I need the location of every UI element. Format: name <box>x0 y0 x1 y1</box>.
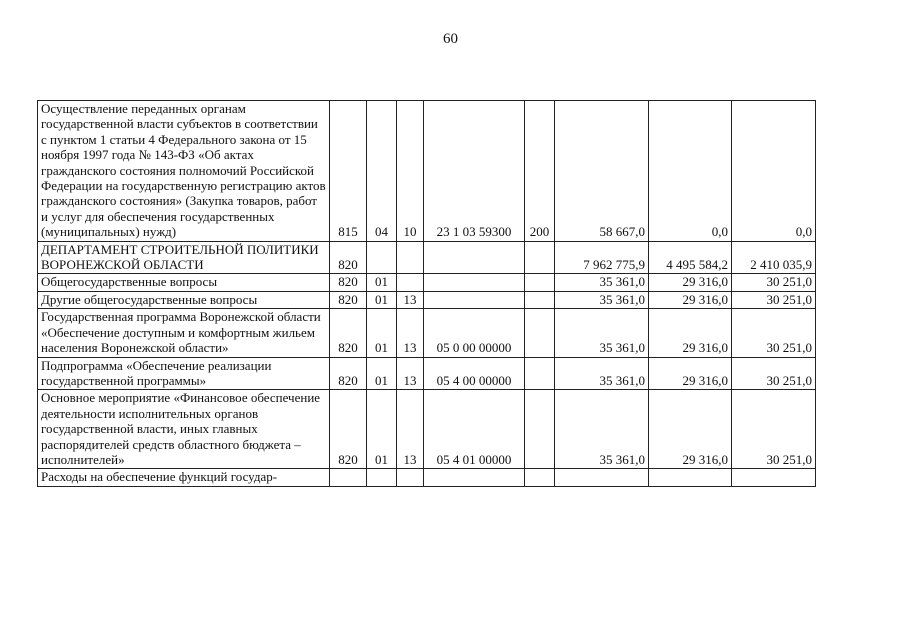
expense-type-cell <box>525 274 555 291</box>
grbs-code-cell: 820 <box>330 241 367 274</box>
section-code-cell: 01 <box>367 390 397 469</box>
section-code-cell: 01 <box>367 357 397 390</box>
section-code-cell: 01 <box>367 309 397 357</box>
subsection-code-cell: 13 <box>397 309 424 357</box>
subsection-code-cell: 13 <box>397 291 424 308</box>
target-article-cell: 05 0 00 00000 <box>424 309 525 357</box>
grbs-code-cell: 815 <box>330 101 367 242</box>
table-row <box>38 241 816 274</box>
amount-year2-cell: 4 495 584,2 <box>649 241 732 274</box>
subsection-code-cell: 13 <box>397 357 424 390</box>
table-row <box>38 291 816 308</box>
row-name-cell: Другие общегосударственные вопросы <box>38 291 330 308</box>
amount-year3-cell: 30 251,0 <box>732 357 816 390</box>
target-article-cell <box>424 241 525 274</box>
expense-type-cell <box>525 390 555 469</box>
subsection-code-cell <box>397 241 424 274</box>
amount-year1-cell: 35 361,0 <box>555 357 649 390</box>
section-code-cell: 04 <box>367 101 397 242</box>
amount-year1-cell: 58 667,0 <box>555 101 649 242</box>
amount-year2-cell: 29 316,0 <box>649 274 732 291</box>
section-code-cell <box>367 469 397 486</box>
table-row <box>38 274 816 291</box>
expense-type-cell <box>525 241 555 274</box>
section-code-cell <box>367 241 397 274</box>
amount-year1-cell <box>555 469 649 486</box>
target-article-cell: 05 4 00 00000 <box>424 357 525 390</box>
amount-year1-cell: 7 962 775,9 <box>555 241 649 274</box>
subsection-code-cell: 13 <box>397 390 424 469</box>
target-article-cell <box>424 274 525 291</box>
target-article-cell <box>424 469 525 486</box>
row-name-cell: Подпрограмма «Обеспечение реализации государственной программы» <box>38 357 330 390</box>
amount-year1-cell: 35 361,0 <box>555 390 649 469</box>
section-code-cell: 01 <box>367 291 397 308</box>
row-name-cell: Основное мероприятие «Финансовое обеспечение деятельности исполнительных органов государственной власти, иных главных распорядителей средств областного бюджета – исполнителей» <box>38 390 330 469</box>
amount-year1-cell: 35 361,0 <box>555 274 649 291</box>
amount-year2-cell: 29 316,0 <box>649 291 732 308</box>
row-name-cell: Расходы на обеспечение функций государ- <box>38 469 330 486</box>
grbs-code-cell: 820 <box>330 274 367 291</box>
expense-type-cell <box>525 291 555 308</box>
target-article-cell: 05 4 01 00000 <box>424 390 525 469</box>
target-article-cell <box>424 291 525 308</box>
grbs-code-cell <box>330 469 367 486</box>
target-article-cell: 23 1 03 59300 <box>424 101 525 242</box>
row-name-cell: ДЕПАРТАМЕНТ СТРОИТЕЛЬНОЙ ПОЛИТИКИ ВОРОНЕЖСКОЙ ОБЛАСТИ <box>38 241 330 274</box>
grbs-code-cell: 820 <box>330 357 367 390</box>
amount-year2-cell: 29 316,0 <box>649 390 732 469</box>
table-row <box>38 309 816 357</box>
table-row <box>38 357 816 390</box>
row-name-cell: Общегосударственные вопросы <box>38 274 330 291</box>
expense-type-cell: 200 <box>525 101 555 242</box>
amount-year1-cell: 35 361,0 <box>555 291 649 308</box>
expense-type-cell <box>525 309 555 357</box>
section-code-cell: 01 <box>367 274 397 291</box>
amount-year1-cell: 35 361,0 <box>555 309 649 357</box>
grbs-code-cell: 820 <box>330 291 367 308</box>
subsection-code-cell <box>397 274 424 291</box>
amount-year2-cell: 0,0 <box>649 101 732 242</box>
page-number: 60 <box>443 31 458 47</box>
row-name-cell: Осуществление переданных органам государственной власти субъектов в соответствии с пунктом 1 статьи 4 Федерального закона от 15 ноября 1997 года № 143-ФЗ «Об актах гражданского состояния полномочий Российской Федерации на государственную регистрацию актов гражданского состояния» (Закупка товаров, работ и услуг для обеспечения государственных (муниципальных) нужд) <box>38 101 330 242</box>
amount-year3-cell: 30 251,0 <box>732 274 816 291</box>
subsection-code-cell <box>397 469 424 486</box>
amount-year3-cell: 2 410 035,9 <box>732 241 816 274</box>
budget-table <box>37 100 816 487</box>
amount-year3-cell: 30 251,0 <box>732 390 816 469</box>
expense-type-cell <box>525 469 555 486</box>
amount-year3-cell <box>732 469 816 486</box>
table-row <box>38 101 816 242</box>
table-row <box>38 469 816 486</box>
table-row <box>38 390 816 469</box>
amount-year3-cell: 30 251,0 <box>732 291 816 308</box>
grbs-code-cell: 820 <box>330 390 367 469</box>
amount-year2-cell: 29 316,0 <box>649 309 732 357</box>
amount-year3-cell: 0,0 <box>732 101 816 242</box>
amount-year3-cell: 30 251,0 <box>732 309 816 357</box>
amount-year2-cell <box>649 469 732 486</box>
grbs-code-cell: 820 <box>330 309 367 357</box>
subsection-code-cell: 10 <box>397 101 424 242</box>
expense-type-cell <box>525 357 555 390</box>
amount-year2-cell: 29 316,0 <box>649 357 732 390</box>
row-name-cell: Государственная программа Воронежской области «Обеспечение доступным и комфортным жильем населения Воронежской области» <box>38 309 330 357</box>
